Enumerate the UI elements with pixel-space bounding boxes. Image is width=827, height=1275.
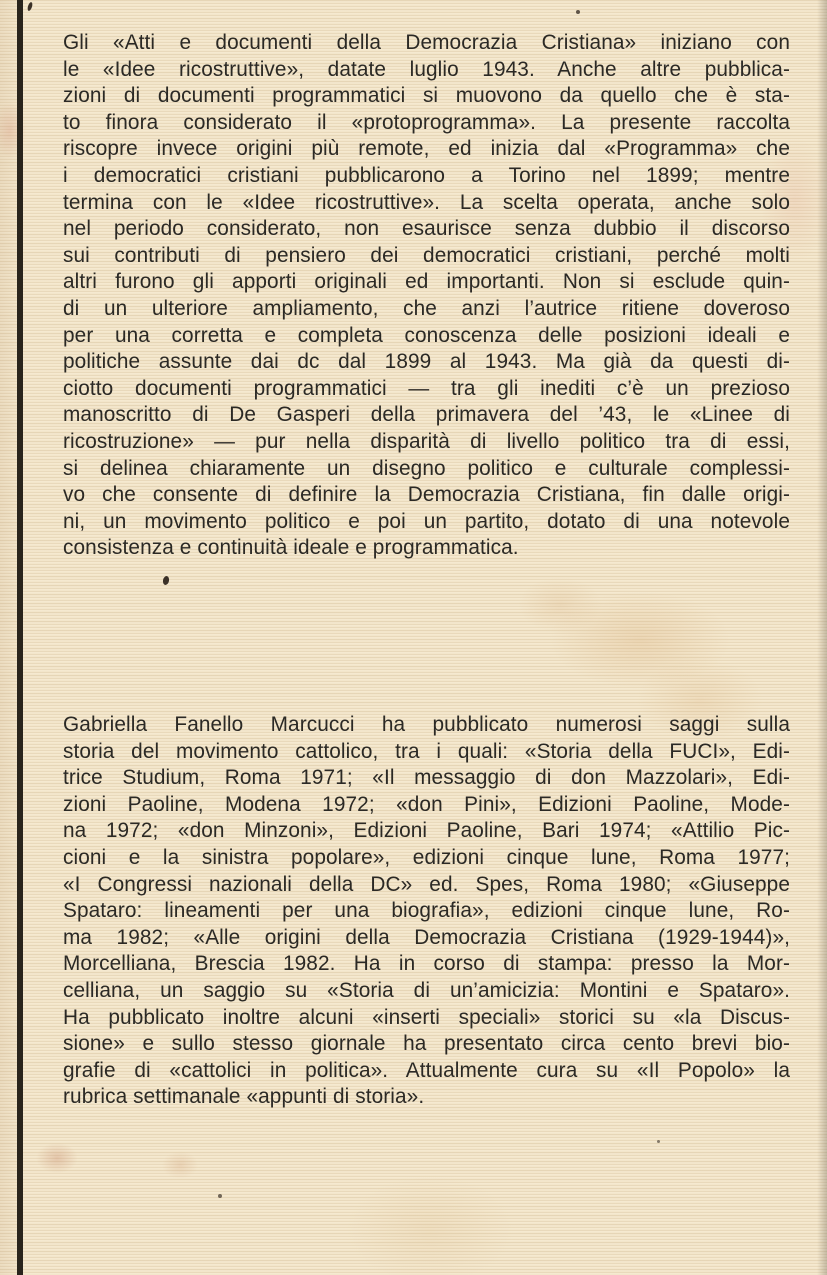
text-line: zioni di documenti programmatici si muovono da quello che è sta- [63, 84, 790, 108]
text-line: consistenza e continuità ideale e programmatica. [63, 536, 519, 560]
text-line: sui contributi di pensiero dei democratici cristiani, perché molti [63, 243, 790, 267]
text-line: zioni Paoline, Modena 1972; «don Pini», Edizioni Paoline, Mode- [63, 792, 790, 816]
text-line: Gabriella Fanello Marcucci ha pubblicato numerosi saggi sulla [63, 713, 790, 736]
spine-line [17, 0, 23, 1275]
ink-speck [657, 1140, 660, 1143]
text-line: Ha pubblicato inoltre alcuni «inserti speciali» storici su «la Discus- [63, 1005, 790, 1029]
text-line: storia del movimento cattolico, tra i quali: «Storia della FUCI», Edi- [63, 739, 790, 763]
ink-speck [27, 2, 34, 12]
text-line: altri furono gli apporti originali ed importanti. Non si esclude quin- [63, 270, 790, 294]
text-line: i democratici cristiani pubblicarono a Torino nel 1899; mentre [63, 163, 790, 187]
text-line: rubrica settimanale «appunti di storia». [63, 1085, 425, 1109]
text-line: ricostruzione» — pur nella disparità di livello politico tra di essi, [63, 429, 790, 453]
text-line: termina con le «Idee ricostruttive». La scelta operata, anche solo [63, 190, 790, 214]
text-line: Gli «Atti e documenti della Democrazia Cristiana» iniziano con [63, 31, 790, 54]
left-margin-shade [0, 0, 17, 1275]
text-line: to finora considerato il «protoprogramma». La presente raccolta [63, 110, 790, 134]
text-line: manoscritto di De Gasperi della primavera del ’43, le «Linee di [63, 403, 790, 427]
text-line: ni, un movimento politico e poi un partito, dotato di una notevole [63, 509, 790, 533]
text-line: trice Studium, Roma 1971; «Il messaggio di don Mazzolari», Edi- [63, 766, 790, 790]
text-line: le «Idee ricostruttive», datate luglio 1943. Anche altre pubblica- [63, 57, 790, 81]
text-line: politiche assunte dai dc dal 1899 al 1943. Ma già da questi di- [63, 350, 790, 374]
text-line: riscopre invece origini più remote, ed inizia dal «Programma» che [63, 137, 790, 161]
text-line: per una corretta e completa conoscenza delle posizioni ideali e [63, 323, 790, 347]
author-bio-paragraph [63, 712, 790, 1111]
text-line: Spataro: lineamenti per una biografia», edizioni cinque lune, Ro- [63, 899, 790, 923]
text-line: Morcelliana, Brescia 1982. Ha in corso di stampa: presso la Mor- [63, 952, 790, 976]
blurb-paragraph [63, 30, 790, 562]
ink-speck [218, 1194, 222, 1198]
text-line: di un ulteriore ampliamento, che anzi l’autrice ritiene doveroso [63, 296, 790, 320]
text-line: si delinea chiaramente un disegno politico e culturale complessi- [63, 456, 790, 480]
text-line: ciotto documenti programmatici — tra gli inediti c’è un prezioso [63, 376, 790, 400]
text-line: «I Congressi nazionali della DC» ed. Spes, Roma 1980; «Giuseppe [63, 872, 790, 896]
page-edge-shadow [817, 0, 827, 1275]
text-line: na 1972; «don Minzoni», Edizioni Paoline, Bari 1974; «Attilio Pic- [63, 819, 790, 843]
ink-speck [162, 575, 170, 585]
text-line: cioni e la sinistra popolare», edizioni cinque lune, Roma 1977; [63, 845, 790, 869]
text-line: celliana, un saggio su «Storia di un’amicizia: Montini e Spataro». [63, 978, 790, 1002]
text-line: grafie di «cattolici in politica». Attualmente cura su «Il Popolo» la [63, 1058, 790, 1082]
text-line: vo che consente di definire la Democrazia Cristiana, fin dalle origi- [63, 483, 790, 507]
text-line: ma 1982; «Alle origini della Democrazia Cristiana (1929-1944)», [63, 925, 790, 949]
text-line: nel periodo considerato, non esaurisce senza dubbio il discorso [63, 217, 790, 241]
ink-speck [576, 10, 580, 14]
text-line: sione» e sullo stesso giornale ha presentato circa cento brevi bio- [63, 1032, 790, 1056]
